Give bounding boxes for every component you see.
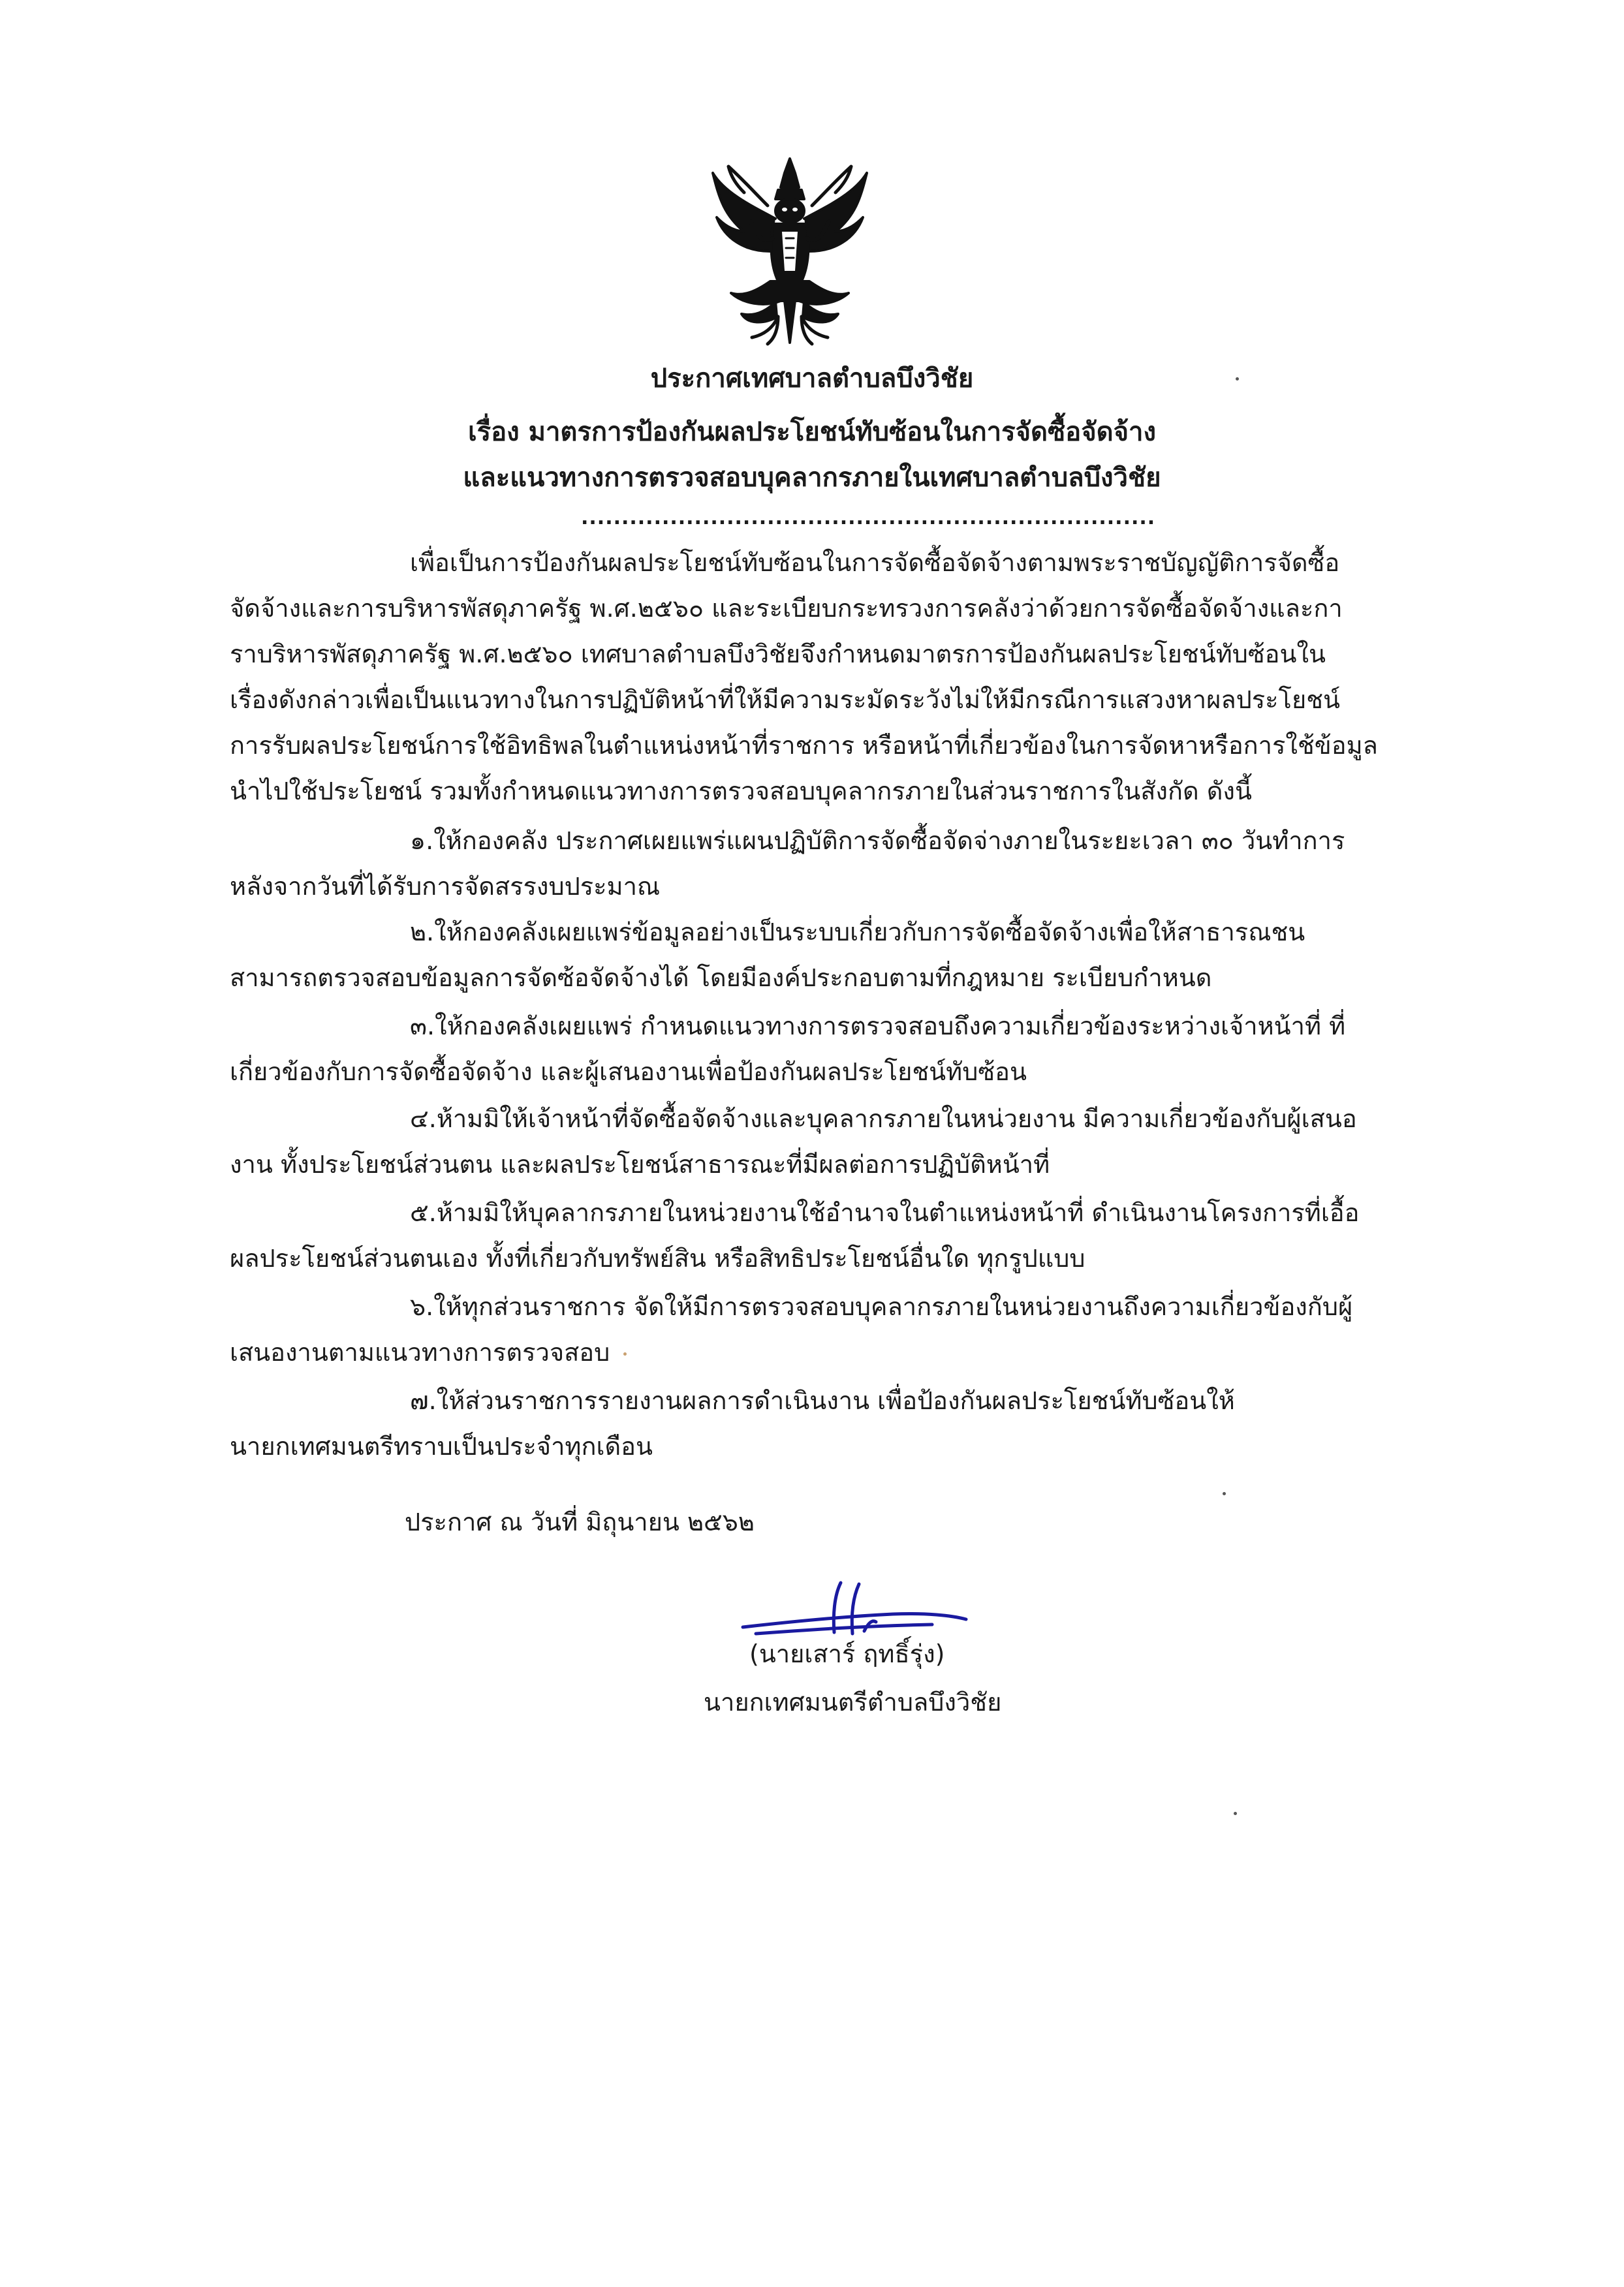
measure-item-7-cont: นายกเทศมนตรีทราบเป็นประจำทุกเดือน	[230, 1432, 653, 1461]
intro-line: นำไปใช้ประโยชน์ รวมทั้งกำหนดแนวทางการตรวจสอบบุคลากรภายในส่วนราชการในสังกัด ดังนี้	[230, 777, 1252, 805]
intro-line: การรับผลประโยชน์การใช้อิทธิพลในตำแหน่งหน้าที่ราชการ หรือหน้าที่เกี่ยวข้องในการจัดหาหรือการใช้ข้อมูล	[230, 731, 1378, 760]
measure-item-5: ๕.ห้ามมิให้บุคลากรภายในหน่วยงานใช้อำนาจในตำแหน่งหน้าที่ ดำเนินงานโครงการที่เอื้อ	[410, 1198, 1360, 1227]
measure-item-6: ๖.ให้ทุกส่วนราชการ จัดให้มีการตรวจสอบบุคลากรภายในหน่วยงานถึงความเกี่ยวข้องกับผู้	[410, 1292, 1353, 1321]
measure-item-3: ๓.ให้กองคลังเผยแพร่ กำหนดแนวทางการตรวจสอบถึงความเกี่ยวข้องระหว่างเจ้าหน้าที่ ที่	[410, 1012, 1346, 1040]
measure-item-2: ๒.ให้กองคลังเผยแพร่ข้อมูลอย่างเป็นระบบเกี่ยวกับการจัดซื้อจัดจ้างเพื่อให้สาธารณชน	[410, 918, 1305, 946]
signatory-name: (นายเสาร์ ฤทธิ์รุ่ง)	[749, 1640, 945, 1668]
intro-line: เรื่องดังกล่าวเพื่อเป็นแนวทางในการปฏิบัติหน้าที่ให้มีความระมัดระวังไม่ให้มีกรณีการแสวงหาผลประโยชน์	[230, 685, 1341, 714]
measure-item-6-cont: เสนองานตามแนวทางการตรวจสอบ	[230, 1338, 610, 1367]
intro-line: เพื่อเป็นการป้องกันผลประโยชน์ทับซ้อนในการจัดซื้อจัดจ้างตามพระราชบัญญัติการจัดซื้อ	[410, 548, 1340, 577]
measure-item-1-cont: หลังจากวันที่ได้รับการจัดสรรงบประมาณ	[230, 872, 661, 901]
scan-speck	[1236, 377, 1239, 381]
garuda-emblem-icon	[705, 153, 875, 349]
measure-item-3-cont: เกี่ยวข้องกับการจัดซื้อจัดจ้าง และผู้เสนองานเพื่อป้องกันผลประโยชน์ทับซ้อน	[230, 1057, 1027, 1086]
measure-item-2-cont: สามารถตรวจสอบข้อมูลการจัดซ้อจัดจ้างได้ โดยมีองค์ประกอบตามที่กฎหมาย ระเบียบกำหนด	[230, 963, 1212, 992]
measure-item-4-cont: งาน ทั้งประโยชน์ส่วนตน และผลประโยชน์สาธารณะที่มีผลต่อการปฏิบัติหน้าที่	[230, 1150, 1050, 1179]
measure-item-4: ๔.ห้ามมิให้เจ้าหน้าที่จัดซื้อจัดจ้างและบุคลากรภายในหน่วยงาน มีความเกี่ยวข้องกับผู้เสนอ	[410, 1104, 1357, 1133]
scan-speck	[623, 1352, 627, 1356]
scan-speck	[1234, 1812, 1237, 1815]
measure-item-1: ๑.ให้กองคลัง ประกาศเผยแพร่แผนปฏิบัติการจัดซื้อจัดจ่างภายในระยะเวลา ๓๐ วันทำการ	[410, 826, 1345, 855]
signatory-position: นายกเทศมนตรีตำบลบึงวิชัย	[704, 1688, 1002, 1717]
intro-line: จัดจ้างและการบริหารพัสดุภาครัฐ พ.ศ.๒๕๖๐ และระเบียบกระทรวงการคลังว่าด้วยการจัดซื้อจัดจ้างและกา	[230, 594, 1343, 623]
divider-dots: .......................................................................	[581, 506, 1156, 529]
announcement-date: ประกาศ ณ วันที่ มิถุนายน ๒๕๖๒	[405, 1508, 755, 1536]
subject-title: เรื่อง มาตรการป้องกันผลประโยชน์ทับซ้อนในการจัดซื้อจัดจ้าง	[467, 417, 1157, 447]
agency-title: ประกาศเทศบาลตำบลบึงวิชัย	[650, 364, 974, 394]
measure-item-7: ๗.ให้ส่วนราชการรายงานผลการดำเนินงาน เพื่อป้องกันผลประโยชน์ทับซ้อนให้	[410, 1386, 1235, 1415]
intro-line: ราบริหารพัสดุภาครัฐ พ.ศ.๒๕๖๐ เทศบาลตำบลบึงวิชัยจึงกำหนดมาตรการป้องกันผลประโยชน์ทับซ้อนใน	[230, 640, 1326, 668]
measure-item-5-cont: ผลประโยชน์ส่วนตนเอง ทั้งที่เกี่ยวกับทรัพย์สิน หรือสิทธิประโยชน์อื่นใด ทุกรูปแบบ	[230, 1244, 1085, 1273]
scan-speck	[1223, 1492, 1226, 1495]
subject-title-line-2: และแนวทางการตรวจสอบบุคลากรภายในเทศบาลตำบลบึงวิชัย	[463, 463, 1161, 493]
